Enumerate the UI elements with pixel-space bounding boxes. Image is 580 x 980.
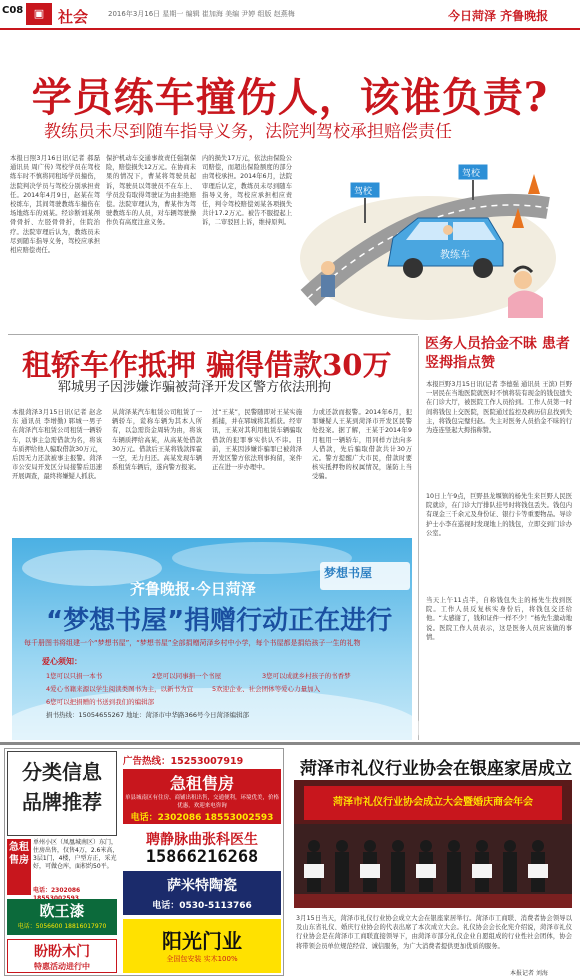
car-label: 教练车 — [440, 250, 470, 261]
yangguang-title: 阳光门业 — [162, 929, 242, 953]
people-row-icon — [294, 824, 572, 908]
rent-sale-phone: 电话：2302086 18553002593 — [130, 813, 274, 823]
divider — [8, 334, 418, 335]
page-number: C08 — [2, 5, 24, 16]
promo-note: 1您可以只捐一本书 — [46, 672, 103, 680]
sidebar-body1: 本报巨野3月15日讯(记者 李德强 通讯员 王滨) 巨野一居民在当地医院就医时不慎将装有现金的钱包遗失在门诊大厅，被医院工作人员拾到。工作人员第一时间将钱包上交医院，医院通过监控及病历信息找到失主，将钱包完璧归赵。失主对医务人员拾金不昧的行为连连竖起大拇指称赞。 — [426, 381, 572, 435]
panpan-title: 盼盼木门 — [34, 944, 90, 960]
bookhouse-logo: 梦想书屋 — [324, 566, 373, 580]
sidebar-body3: 当天上午11点半，自称钱包失主的杨先生找到医院。工作人员反复核实身份后，将钱包交还给他。“太感谢了，钱和证件一样不少！”杨先生激动地说。医院工作人员表示，这是医务人员应该做的事情。 — [426, 597, 572, 641]
panpan-note: 特惠活动进行中 — [34, 962, 90, 971]
section-icon-box: ▣ — [26, 3, 52, 25]
article3-body: 3月15日当天，菏泽市礼仪行业协会成立大会在银座家居举行。菏泽市工商联、消费者协会领导以及山东省礼仪、婚庆行业协会的代表出席了本次成立大会。礼仪协会会长化宪介绍说，菏泽市礼仪行业协会是在菏泽市工商联直接领导下，由菏泽市部分礼仪企业自愿组成的行业性社会团体，协会将带领会员单位规范经营、诚信服务，为广大消费者提供更加优质的服务。 — [296, 915, 572, 950]
summit-ad — [123, 871, 281, 915]
column-divider — [418, 336, 419, 740]
recruit-title: 聘静脉曲张科医生 — [146, 832, 258, 848]
masthead: 今日菏泽 齐鲁晚报 — [448, 9, 549, 23]
summit-title: 萨米特陶瓷 — [167, 878, 237, 894]
driver-figure-icon — [443, 225, 453, 235]
sign-right-icon — [458, 164, 488, 200]
classified-title: 分类信息 品牌推荐 — [7, 751, 117, 836]
sign-b-text: 驾校 — [462, 169, 481, 179]
edition-meta: 2016年3月16日 星期一 编辑 崔加海 美编 尹婷 组版 赵燕梅 — [108, 10, 295, 18]
dream-bookhouse-promo — [12, 538, 412, 740]
sidebar-body2: 10日上午9点，巨野县龙堰镇的杨先生来巨野人民医院就诊，在门诊大厅排队挂号时将钱包丢失。钱包内有现金三千余元及身份证、银行卡等重要物品。导诊护士小李在巡视时发现地上的钱包，立即交到门诊办公室。 — [426, 493, 572, 537]
promo-line1: 齐鲁晚报·今日菏泽 — [130, 580, 256, 598]
ad1-phone: 电话：2302086 — [33, 887, 81, 894]
rent-sale-title: 急租售房 — [169, 774, 234, 793]
promo-note: 5欢迎企业、社会团体等爱心力量加入 — [212, 685, 321, 693]
promo-line3: 每千册图书将组建一个“梦想书屋”，“梦想书屋”全部捐赠菏泽乡村中小学，每个书屋都是捐给孩子一生的礼物 — [24, 639, 361, 647]
sidebar-headline: 医务人员拾金不昧 患者竖拇指点赞 — [425, 336, 570, 371]
bystander-icon — [321, 261, 335, 297]
article2-col1: 本报菏泽3月15日讯(记者 赵念东 通讯员 李增勤) 郓城一男子在菏泽汽车租赁公司租赁一辆轿车，以事主急需借款为名，将该车质押给他人骗取借款30万元，后因无力还款被事主报警。菏泽市公安局开发区分局接警后迅速开展调查，最终将嫌疑人抓获。 — [12, 409, 102, 481]
ad1-tag: 急租售房 — [7, 839, 31, 895]
promo-contact: 捐书热线：15054655267 地址：菏泽市中华路366号今日菏泽编辑部 — [46, 711, 249, 719]
article2-headline: 租轿车作抵押 骗得借款30万 — [22, 348, 392, 382]
article3-headline: 菏泽市礼仪行业协会在银座家居成立 — [300, 759, 572, 779]
yangguang-note: 全国包安装 实木100% — [166, 955, 238, 963]
promo-note-title: 爱心须知： — [42, 657, 82, 666]
yangguang-ad — [123, 919, 281, 973]
ouwang-tel: 电话：5056600 18816017970 — [17, 923, 107, 930]
article3-signature: 本报记者 刘海 — [510, 970, 548, 977]
rent-sale-desc: 单县城南区有住房、商铺出租出售，交通便利，环境优美，价格优惠，欢迎来电咨询 — [124, 795, 279, 809]
article1-col2: 保护机动车交通事故责任强制保险，赔偿损失12万元。在协商未果的情况下，曹某将驾驶员起诉，驾驶员以驾驶员不在车上、学员没有取得驾驶证为由拒绝赔偿。法院审理认为，曹某作为驾驶教练车的人员，对车辆驾驶操作负有高度注意义务。 — [106, 155, 196, 227]
promo-note: 2您可以同事捐一个书屋 — [152, 672, 222, 680]
recruit-phone: 15866216268 — [145, 847, 259, 867]
promo-note: 4爱心书籍来源以学生阅读类图书为主，以新书为宜 — [46, 685, 194, 693]
promo-note: 6您可以把捐赠的书送到我们的编辑部 — [46, 698, 155, 706]
section-title: 社会 — [58, 8, 89, 26]
article2-col3: 过“王某”，民警随即对王某实施抓捕，并在郓城将其抓获。经审讯，王某对其利用租赁车辆骗取借款的犯罪事实供认不讳。目前，王某因涉嫌诈骗罪已被菏泽开发区警方依法刑事拘留，案件正在进一步办理中。 — [212, 409, 302, 472]
sign-a-text: 驾校 — [354, 187, 373, 197]
driving-accident-illustration — [298, 148, 558, 330]
page-header — [0, 0, 580, 30]
ad-hotline: 广告热线：15253007919 — [123, 756, 244, 767]
ceremony-banner: 菏泽市礼仪行业协会成立大会暨婚庆商会年会 — [304, 786, 562, 820]
article1-col3: 内的损失17万元，依法由保险公司赔偿，而超出保险额度的部分由驾校承担。2014年6月，法院审理后认定，教练员未尽到随车指导义务，驾校应承担相应责任，判令驾校赔偿刘某各项损失共计17.2万元。被告不服提起上诉，二审驳回上诉，维持原判。 — [202, 155, 292, 227]
classified-ads-block — [4, 748, 284, 976]
article2-subhead: 郓城男子因涉嫌诈骗被菏泽开发区警方依法刑拘 — [58, 380, 332, 395]
promo-note: 3您可以成就乡村孩子的书香梦 — [262, 672, 351, 680]
article2-col2: 从菏泽某汽车租赁公司租赁了一辆轿车，谎称车辆为其本人所有，以急需资金周转为由，将该车辆质押给高某，从高某处借款30万元。借款后王某将钱款挥霍一空，无力归还。高某发现车辆系租赁车辆后，遂向警方报案。 — [112, 409, 202, 472]
panpan-ad — [7, 939, 117, 973]
ouwang-ad — [7, 899, 117, 935]
article1-headline: 学员练车撞伤人，该谁负责? — [31, 74, 549, 121]
etiquette-association-article — [290, 748, 576, 976]
promo-line2: “梦想书屋”捐赠行动正在进行 — [46, 606, 393, 636]
summit-tel: 电话：0530-5113766 — [152, 901, 252, 911]
article1-subhead: 教练员未尽到随车指导义务，法院判驾校承担赔偿责任 — [44, 122, 452, 142]
ouwang-title: 欧王漆 — [39, 902, 85, 920]
article1-col1: 本报日照3月16日讯(记者 郝磊 通讯员 周广传) 驾校学员在驾校练车时不慎将同租场学员撞伤，法院判决学员与驾校分别承担责任。2014年4月9日，赵某在驾校练车，其间驾驶教练车撞伤在场地练车的刘某。经诊断刘某颅骨骨折、左胫骨骨折，住院治疗。法院审理后认为，教练员未尽到随车指导义务，驾校应承担相应赔偿责任。 — [10, 155, 100, 255]
ceremony-photo — [294, 780, 572, 908]
rent-sale-ad — [123, 769, 281, 824]
section-divider — [0, 742, 580, 745]
ad1-body: 单州小区（凤凰城南区）东门，住房出售，仅售4万，2.6米高，3层1门，4楼，户型方正，采光好，可做仓库，面积约50平。 — [33, 839, 119, 870]
article2-col4: 力或还款而报警。2014年6月，犯罪嫌疑人王某到菏泽市开发区民警处投案。据了解，王某于2014年9月租用一辆轿车，用同样方法向多人借款，先后骗取借款共计30万元。警方提醒广大市民，借款时要核实抵押物的权属情况，谨防上当受骗。 — [312, 409, 412, 481]
